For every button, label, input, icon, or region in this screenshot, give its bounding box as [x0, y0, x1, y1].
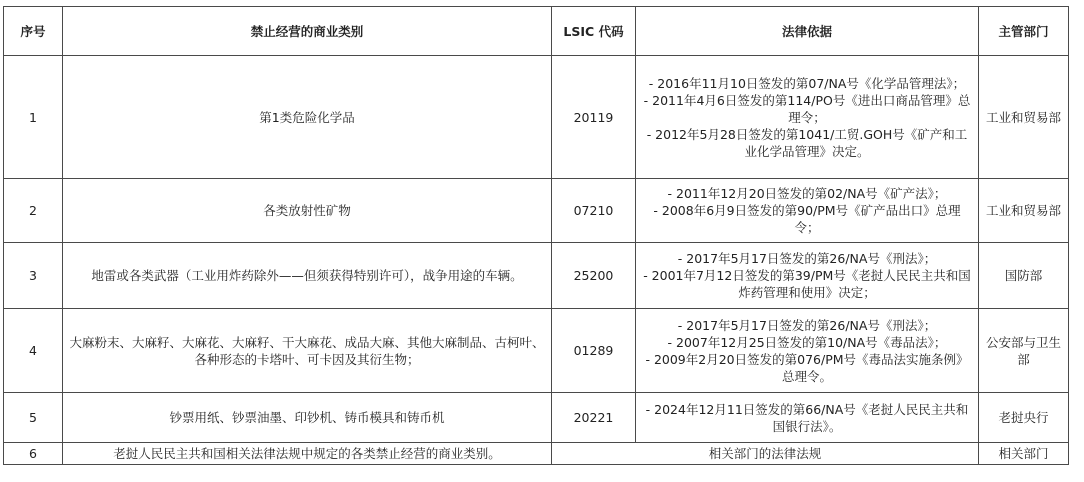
cell-dept: 公安部与卫生部: [979, 309, 1069, 393]
table-row: [4, 393, 1069, 443]
law-line: - 2011年4月6日签发的第114/PO号《进出口商品管理》总理令；: [643, 92, 971, 125]
cell-lsic: 20119: [552, 56, 636, 179]
law-line: - 2017年5月17日签发的第26/NA号《刑法》；: [677, 251, 937, 266]
cell-law: [636, 243, 979, 309]
cell-category: 老挝人民民主共和国相关法律法规中规定的各类禁止经营的商业类别。: [63, 443, 552, 465]
cell-no: 4: [4, 309, 63, 393]
cell-category: 各类放射性矿物: [63, 179, 552, 243]
header-row: [4, 7, 1069, 56]
cell-lsic: 01289: [552, 309, 636, 393]
cell-dept: 工业和贸易部: [979, 56, 1069, 179]
prohibited-business-table: [3, 6, 1069, 465]
table-row: [4, 443, 1069, 465]
cell-no: 6: [4, 443, 63, 465]
law-line: - 2007年12月25日签发的第10/NA号《毒品法》；: [667, 334, 947, 350]
cell-lsic: 07210: [552, 179, 636, 243]
header-dept: 主管部门: [979, 7, 1069, 56]
cell-dept: 国防部: [979, 243, 1069, 309]
law-line: - 2024年12月11日签发的第66/NA号《老挝人民民主共和国银行法》。: [645, 401, 969, 434]
cell-category: 第1类危险化学品: [63, 56, 552, 179]
cell-law: [636, 393, 979, 443]
table-row: [4, 243, 1069, 309]
table-row: [4, 56, 1069, 179]
cell-law: [636, 309, 979, 393]
cell-no: 2: [4, 179, 63, 243]
law-line: - 2012年5月28日签发的第1041/工贸.GOH号《矿产和工业化学品管理》决定。: [646, 126, 968, 159]
header-category: 禁止经营的商业类别: [63, 7, 552, 56]
cell-dept: 工业和贸易部: [979, 179, 1069, 243]
cell-dept: 老挝央行: [979, 393, 1069, 443]
law-line: - 2011年12月20日签发的第02/NA号《矿产法》；: [667, 186, 947, 201]
law-line: - 2017年5月17日签发的第26/NA号《刑法》；: [677, 317, 937, 333]
cell-law-merged: 相关部门的法律法规: [552, 443, 979, 465]
header-lsic: LSIC 代码: [552, 7, 636, 56]
cell-category: 地雷或各类武器（工业用炸药除外——但须获得特别许可），战争用途的车辆。: [63, 243, 552, 309]
cell-category: 钞票用纸、钞票油墨、印钞机、铸币模具和铸币机: [63, 393, 552, 443]
cell-lsic: 20221: [552, 393, 636, 443]
table-row: [4, 309, 1069, 393]
cell-lsic: 25200: [552, 243, 636, 309]
cell-no: 1: [4, 56, 63, 179]
cell-dept: 相关部门: [979, 443, 1069, 465]
cell-no: 3: [4, 243, 63, 309]
cell-law: [636, 179, 979, 243]
law-line: - 2008年6月9日签发的第90/PM号《矿产品出口》总理令；: [653, 203, 961, 235]
header-law: 法律依据: [636, 7, 979, 56]
table-row: [4, 179, 1069, 243]
law-line: - 2009年2月20日签发的第076/PM号《毒品法实施条例》总理令。: [645, 351, 969, 384]
law-line: - 2001年7月12日签发的第39/PM号《老挝人民民主共和国炸药管理和使用》决定；: [643, 268, 971, 300]
cell-category: 大麻粉末、大麻籽、大麻花、大麻籽、干大麻花、成品大麻、其他大麻制品、古柯叶、各种形态的卡塔叶、可卡因及其衍生物；: [63, 309, 552, 393]
cell-no: 5: [4, 393, 63, 443]
cell-law: [636, 56, 979, 179]
header-no: 序号: [4, 7, 63, 56]
law-line: - 2016年11月10日签发的第07/NA号《化学品管理法》；: [648, 75, 966, 91]
